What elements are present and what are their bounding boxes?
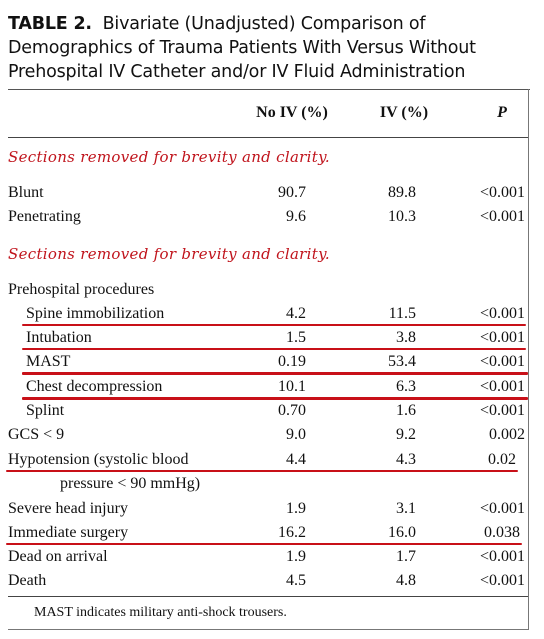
row-label-severe-head-injury: Severe head injury [8, 500, 128, 517]
title-line-2: Demographics of Trauma Patients With Versus Without [8, 38, 476, 58]
row-label-hypotension: Hypotension (systolic blood [8, 451, 189, 468]
cell-hypotension-iv: 4.3 [396, 451, 416, 468]
cell-blunt-no-iv: 90.7 [278, 184, 306, 201]
cell-blunt-iv: 89.8 [388, 184, 416, 201]
row-label-spine-immobilization: Spine immobilization [26, 305, 165, 322]
table-top-rule [8, 89, 530, 90]
row-label-mast: MAST [26, 353, 71, 370]
row-label-immediate-surgery: Immediate surgery [8, 524, 129, 541]
cell-mast-no-iv: 0.19 [278, 353, 306, 370]
cell-gcs-no-iv: 9.0 [286, 426, 306, 443]
cell-mast-p: <0.001 [479, 353, 525, 370]
cell-death-p: <0.001 [479, 572, 525, 589]
header-iv: IV (%) [379, 104, 429, 121]
cell-chest-p: <0.001 [479, 378, 525, 395]
cell-spine-p: <0.001 [479, 305, 525, 322]
highlight-underline-surgery [6, 543, 522, 545]
row-label-death: Death [8, 572, 47, 589]
row-label-hypotension-cont: pressure < 90 mmHg) [60, 475, 201, 492]
cell-gcs-p: 0.002 [489, 426, 525, 443]
cell-head-iv: 3.1 [396, 500, 416, 517]
title-line-3: Prehospital IV Catheter and/or IV Fluid Administration [8, 62, 466, 82]
row-label-intubation: Intubation [26, 329, 92, 346]
highlight-underline-chest [22, 397, 528, 400]
table-bottom-rule [8, 629, 529, 630]
cell-gcs-iv: 9.2 [396, 426, 416, 443]
row-label-penetrating: Penetrating [8, 208, 81, 225]
cell-chest-no-iv: 10.1 [278, 378, 306, 395]
removed-sections-note-2: Sections removed for brevity and clarity. [8, 245, 330, 263]
title-line-1: Bivariate (Unadjusted) Comparison of [102, 14, 426, 34]
cell-doa-iv: 1.7 [396, 548, 416, 565]
cell-hypotension-p: 0.02 [488, 451, 516, 468]
header-rule [8, 137, 528, 138]
cell-doa-no-iv: 1.9 [286, 548, 306, 565]
cell-spine-no-iv: 4.2 [286, 305, 306, 322]
section-heading-prehospital: Prehospital procedures [8, 281, 155, 298]
cell-intubation-no-iv: 1.5 [286, 329, 306, 346]
highlight-underline-intubation [22, 348, 526, 350]
highlight-underline-spine [22, 324, 526, 326]
cell-death-no-iv: 4.5 [286, 572, 306, 589]
row-label-chest-decompression: Chest decompression [26, 378, 163, 395]
table-footnote: MAST indicates military anti-shock trousers. [34, 605, 287, 620]
cell-intubation-iv: 3.8 [396, 329, 416, 346]
cell-penetrating-p: <0.001 [479, 208, 525, 225]
cell-surgery-no-iv: 16.2 [278, 524, 306, 541]
cell-surgery-p: 0.038 [484, 524, 520, 541]
cell-doa-p: <0.001 [479, 548, 525, 565]
cell-death-iv: 4.8 [396, 572, 416, 589]
cell-splint-iv: 1.6 [396, 402, 416, 419]
cell-chest-iv: 6.3 [396, 378, 416, 395]
cell-intubation-p: <0.001 [479, 329, 525, 346]
cell-blunt-p: <0.001 [479, 184, 525, 201]
removed-sections-note-1: Sections removed for brevity and clarity. [8, 148, 330, 166]
table-label: TABLE 2. [8, 14, 92, 34]
cell-head-no-iv: 1.9 [286, 500, 306, 517]
cell-surgery-iv: 16.0 [388, 524, 416, 541]
cell-mast-iv: 53.4 [388, 353, 416, 370]
footer-rule [8, 596, 528, 597]
cell-head-p: <0.001 [479, 500, 525, 517]
header-p: P [497, 104, 507, 121]
cell-splint-p: <0.001 [479, 402, 525, 419]
header-no-iv: No IV (%) [256, 104, 328, 121]
highlight-underline-mast [22, 372, 528, 375]
cell-penetrating-iv: 10.3 [388, 208, 416, 225]
cell-hypotension-no-iv: 4.4 [286, 451, 306, 468]
row-label-dead-on-arrival: Dead on arrival [8, 548, 108, 565]
cell-splint-no-iv: 0.70 [278, 402, 306, 419]
cell-penetrating-no-iv: 9.6 [286, 208, 306, 225]
table-title [8, 12, 538, 84]
row-label-splint: Splint [26, 402, 65, 419]
cell-spine-iv: 11.5 [388, 305, 416, 322]
table-right-border [528, 89, 529, 630]
highlight-underline-hypotension [6, 470, 518, 472]
row-label-gcs: GCS < 9 [8, 426, 65, 443]
row-label-blunt: Blunt [8, 184, 44, 201]
